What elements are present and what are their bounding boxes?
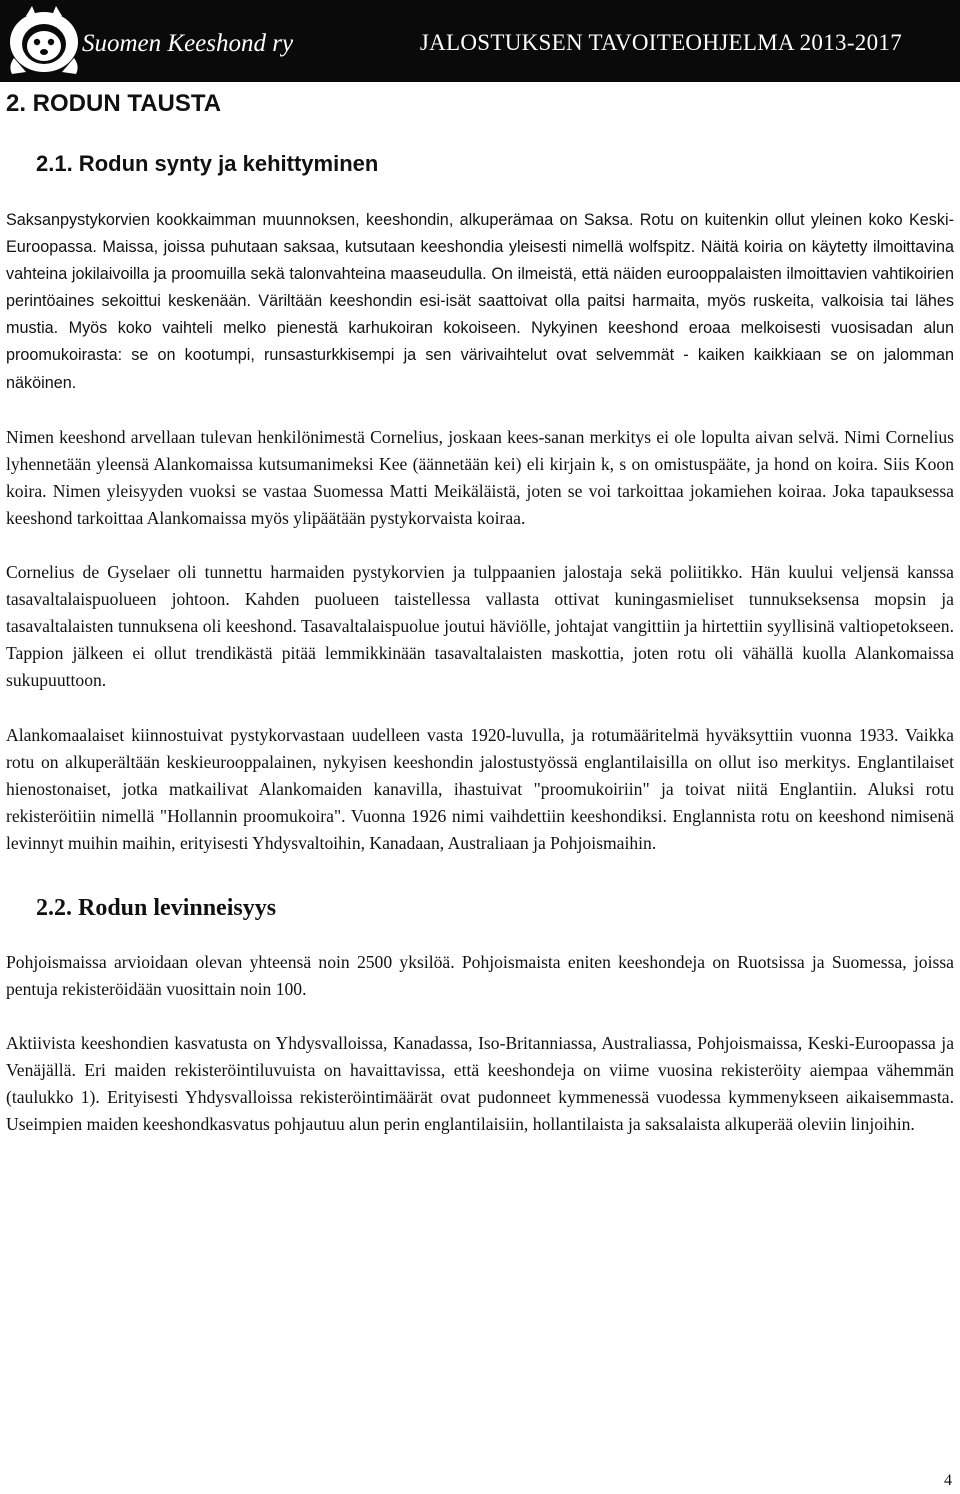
header-rule xyxy=(0,80,960,82)
paragraph: Saksanpystykorvien kookkaimman muunnoksen, keeshondin, alkuperämaa on Saksa. Rotu on kuitenkin ollut yleinen koko Keski-Euroopassa. Maissa, joissa puhutaan saksaa, kutsutaan keeshondia yleisesti nimellä wolfspitz. Näitä koiria on käytetty ilmoittavina vahteina jokilaivoilla ja proomuilla sekä talonvahteina maaseudulla. On ilmeistä, että näiden eurooppalaisten ilmoittavien vahtikoirien perintöaines sekoittui keskenään. Väriltään keeshondin esi-isät saattoivat olla paitsi harmaita, myös ruskeita, valkoisia tai lähes mustia. Myös koko vaihteli melko pienestä karhukoiran kokoiseen. Nykyinen keeshond eroaa melkoisesti vuosisadan alun proomukoirasta: se on kootumpi, runsasturkkisempi ja sen värivaihtelut ovat selvemmät - kaiken kaikkiaan se on jalomman näköinen. xyxy=(6,211,954,392)
keeshond-dog-logo-icon xyxy=(4,2,84,78)
page-content xyxy=(6,84,954,1139)
document-title: JALOSTUKSEN TAVOITEOHJELMA 2013-2017 xyxy=(419,30,902,55)
paragraph: Alankomaalaiset kiinnostuivat pystykorvastaan uudelleen vasta 1920-luvulla, ja rotumääritelmä hyväksyttiin vuonna 1933. Vaikka rotu on alkuperältään keskieurooppalainen, nykyisen keeshondin jalostustyössä englantilaisilla on ollut iso merkitys. Englantilaiset hienostonaiset, jotka matkailivat Alankomaiden kanavilla, ihastuivat "proomukoiriin" ja toivat niitä Englantiin. Aluksi rotu rekisteröitiin nimellä "Hollannin proomukoira". Vuonna 1926 nimi vaihdettiin keeshondiksi. Englannista rotu on keeshond nimisenä levinnyt muihin maihin, erityisesti Yhdysvaltoihin, Kanadaan, Australiaan ja Pohjoismaihin. xyxy=(6,724,954,853)
paragraph: Cornelius de Gyselaer oli tunnettu harmaiden pystykorvien ja tulppaanien jalostaja sekä poliitikko. Hän kuului veljensä kanssa tasavaltalaispuolueen johtoon. Kahden puolueen taistellessa vallasta ottivat kuningasmieliset tunnukseksensa mopsin ja tasavaltalaisten tunnuksena oli keeshond. Tasavaltalaispuolue joutui häviölle, johtajat vangittiin ja hirtettiin syyllisinä valtiopetokseen. Tappion jälkeen ei ollut trendikästä pitää lemmikkinään tasavaltalaisten maskottia, joten rotu oli vähällä kuolla Alankomaissa sukupuuttoon. xyxy=(6,562,954,691)
paragraph: Pohjoismaissa arvioidaan olevan yhteensä noin 2500 yksilöä. Pohjoismaista eniten keeshondeja on Ruotsissa ja Suomessa, joissa pentuja rekisteröidään vuosittain noin 100. xyxy=(6,951,954,1000)
paragraph: Aktiivista keeshondien kasvatusta on Yhdysvalloissa, Kanadassa, Iso-Britanniassa, Australiassa, Pohjoismaissa, Keski-Euroopassa ja Venäjällä. Eri maiden rekisteröintiluvuista on havaittavissa, että keeshondeja on viime vuosina rekisteröity aiempaa vähemmän (taulukko 1). Erityisesti Yhdysvalloissa rekisteröintimäärät ovat pudonneet kymmenessä vuodessa kymmenykseen aikaisemmasta. Useimpien maiden keeshondkasvatus pohjautuu alun perin englantilaisiin, hollantilaista ja saksalaista alkuperää oleviin linjoihin. xyxy=(6,1033,954,1135)
paragraph: Nimen keeshond arvellaan tulevan henkilönimestä Cornelius, joskaan kees-sanan merkitys ei ole lopulta aivan selvä. Nimi Cornelius lyhennetään yleensä Alankomaissa kutsumanimeksi Kee (äännetään kei) eli kirjain k, s on omistuspääte, ja hond on koira. Siis Koon koira. Nimen yleisyyden vuoksi se vastaa Suomessa Matti Meikäläistä, joten se voi tarkoittaa jokamiehen koiraa. Joka tapauksessa keeshond tarkoittaa Alankomaissa myös ylipäätään pystykorvaista koiraa. xyxy=(6,426,954,528)
subsection-heading-distribution: 2.2. Rodun levinneisyys xyxy=(36,894,277,921)
page-header xyxy=(0,0,960,80)
section-heading: 2. RODUN TAUSTA xyxy=(6,90,222,117)
brand-name: Suomen Keeshond ry xyxy=(82,30,294,57)
subsection-heading-origin: 2.1. Rodun synty ja kehittyminen xyxy=(36,151,379,176)
page-number: 4 xyxy=(944,1472,952,1489)
